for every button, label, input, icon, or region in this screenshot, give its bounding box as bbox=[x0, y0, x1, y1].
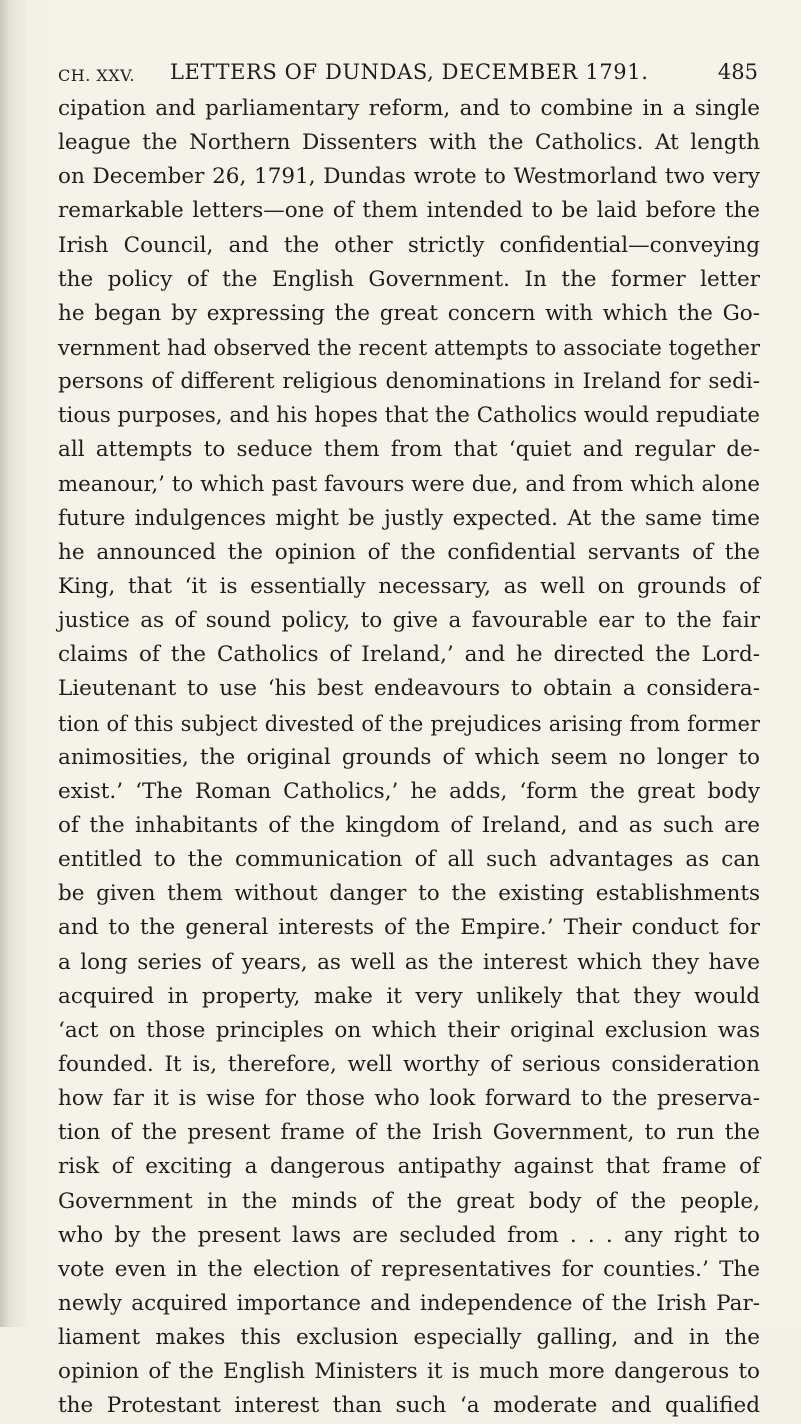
text-line: Irish Council, and the other strictly confidential—conveying bbox=[58, 232, 760, 258]
text-line: risk of exciting a dangerous antipathy against that frame of bbox=[58, 1154, 760, 1180]
text-line: be given them without danger to the existing establishments bbox=[58, 881, 760, 907]
text-line: he announced the opinion of the confidential servants of the bbox=[58, 539, 760, 565]
running-title: LETTERS OF DUNDAS, DECEMBER 1791. bbox=[170, 60, 649, 84]
text-line: the policy of the English Government. In the former letter bbox=[58, 266, 760, 292]
text-line: newly acquired importance and independence of the Irish Par- bbox=[58, 1290, 760, 1316]
text-line: all attempts to seduce them from that ‘quiet and regular de- bbox=[58, 437, 760, 463]
text-line: entitled to the communication of all such advantages as can bbox=[58, 847, 760, 873]
text-line: he began by expressing the great concern with which the Go- bbox=[58, 300, 760, 326]
text-line: Government in the minds of the great body of the people, bbox=[58, 1188, 760, 1214]
text-line: of the inhabitants of the kingdom of Ireland, and as such are bbox=[58, 812, 760, 838]
text-line: on December 26, 1791, Dundas wrote to Westmorland two very bbox=[58, 164, 760, 190]
text-line: founded. It is, therefore, well worthy of serious consideration bbox=[58, 1051, 760, 1077]
text-line: acquired in property, make it very unlikely that they would bbox=[58, 983, 760, 1009]
text-line: a long series of years, as well as the interest which they have bbox=[58, 949, 760, 975]
text-line: Lieutenant to use ‘his best endeavours to obtain a considera- bbox=[58, 676, 760, 702]
running-header bbox=[58, 60, 758, 94]
text-line: justice as of sound policy, to give a favourable ear to the fair bbox=[58, 608, 760, 634]
text-line: vote even in the election of representatives for counties.’ The bbox=[58, 1256, 760, 1282]
text-line: tion of this subject divested of the prejudices arising from former bbox=[58, 711, 760, 736]
text-line: exist.’ ‘The Roman Catholics,’ he adds, ‘form the great body bbox=[58, 778, 760, 804]
text-line: King, that ‘it is essentially necessary, as well on grounds of bbox=[58, 573, 760, 599]
text-line: the Protestant interest than such ‘a moderate and qualified bbox=[58, 1393, 760, 1419]
text-line: vernment had observed the recent attempts to associate together bbox=[58, 335, 760, 360]
text-line: and to the general interests of the Empire.’ Their conduct for bbox=[58, 915, 760, 941]
text-line: who by the present laws are secluded from . . . any right to bbox=[58, 1222, 760, 1248]
body-text bbox=[58, 92, 760, 1423]
text-line: how far it is wise for those who look forward to the preserva- bbox=[58, 1086, 760, 1112]
text-line: league the Northern Dissenters with the Catholics. At length bbox=[58, 130, 760, 156]
page-number: 485 bbox=[717, 60, 758, 84]
chapter-label: CH. XXV. bbox=[58, 66, 135, 85]
text-line: persons of different religious denominations in Ireland for sedi- bbox=[58, 369, 760, 395]
text-line: animosities, the original grounds of which seem no longer to bbox=[58, 744, 760, 770]
text-line: meanour,’ to which past favours were due, and from which alone bbox=[58, 471, 760, 497]
text-line: tious purposes, and his hopes that the Catholics would repudiate bbox=[58, 403, 760, 429]
text-line: claims of the Catholics of Ireland,’ and he directed the Lord- bbox=[58, 642, 760, 668]
text-line: tion of the present frame of the Irish Government, to run the bbox=[58, 1120, 760, 1146]
text-line: ‘act on those principles on which their original exclusion was bbox=[58, 1017, 760, 1043]
text-line: liament makes this exclusion especially galling, and in the bbox=[58, 1325, 760, 1351]
text-line: opinion of the English Ministers it is much more dangerous to bbox=[58, 1359, 760, 1385]
text-line: remarkable letters—one of them intended to be laid before the bbox=[58, 198, 760, 224]
text-line: future indulgences might be justly expected. At the same time bbox=[58, 505, 760, 531]
text-line: cipation and parliamentary reform, and to combine in a single bbox=[58, 96, 760, 121]
